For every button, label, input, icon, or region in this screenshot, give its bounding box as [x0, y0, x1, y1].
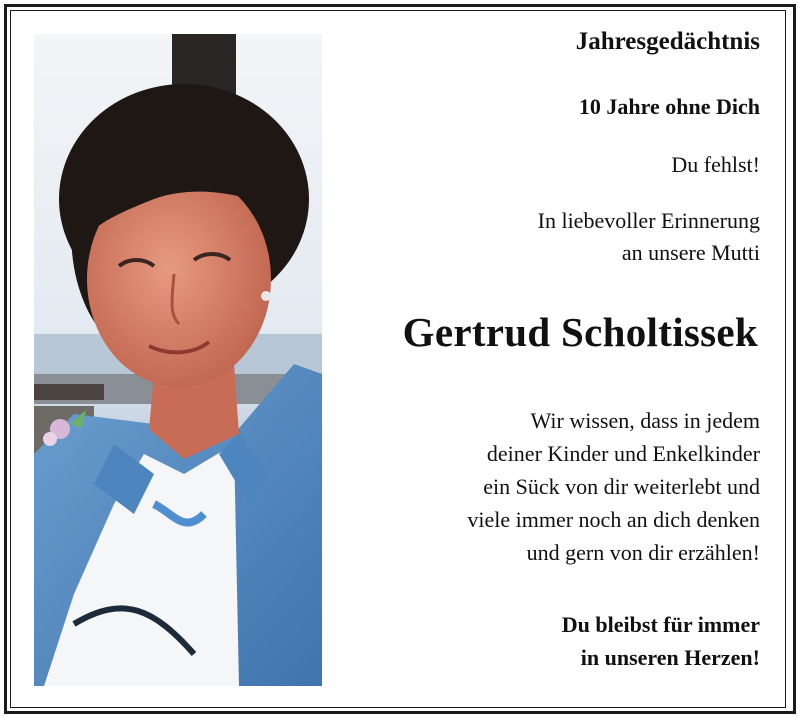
- deceased-name: Gertrud Scholtissek: [402, 309, 758, 355]
- verse-line-3: ein Sück von dir weiterlebt und: [483, 474, 760, 499]
- notice-subheading: 10 Jahre ohne Dich: [578, 94, 760, 119]
- memory-line-1: In liebevoller Erinnerung: [537, 208, 760, 233]
- verse-line-4: viele immer noch an dich denken: [467, 507, 760, 532]
- missed-line: Du fehlst!: [671, 152, 760, 177]
- verse-line-1: Wir wissen, dass in jedem: [530, 408, 760, 433]
- verse-line-5: und gern von dir erzählen!: [526, 540, 760, 565]
- portrait-photo: [34, 34, 322, 686]
- notice-heading: Jahresgedächtnis: [575, 28, 760, 55]
- memory-line-2: an unsere Mutti: [621, 240, 760, 265]
- verse-line-2: deiner Kinder und Enkelkinder: [486, 441, 760, 466]
- closing-line-2: in unseren Herzen!: [580, 645, 760, 670]
- closing-line-1: Du bleibst für immer: [561, 612, 760, 637]
- text-column: [330, 0, 760, 718]
